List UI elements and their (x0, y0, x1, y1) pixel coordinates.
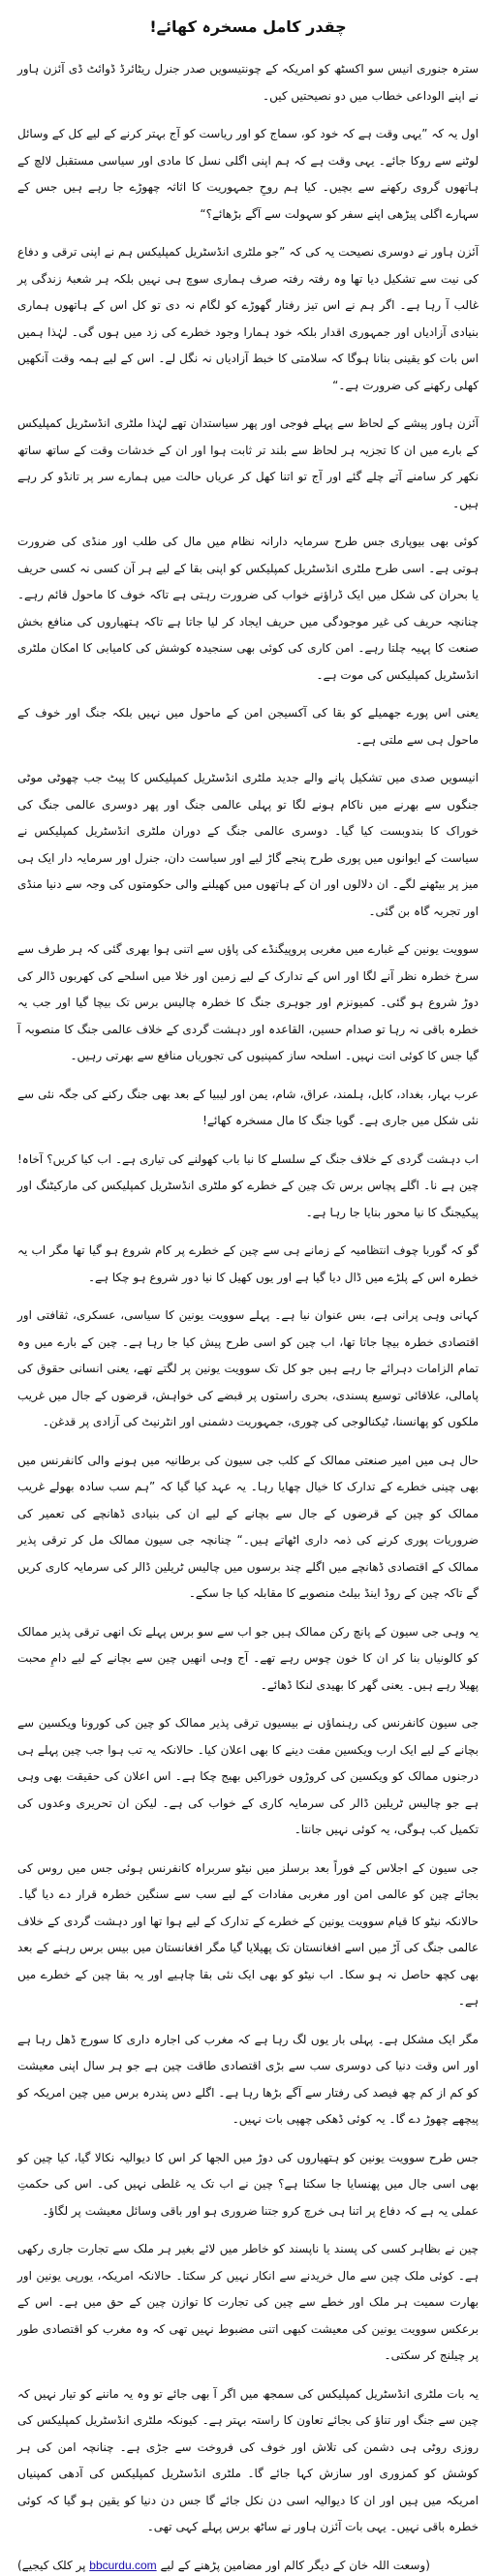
article-footer (17, 2555, 479, 2576)
body-paragraph: یعنی اس پورے جھمیلے کو بقا کی آکسیجن امن کے ماحول میں نہیں بلکہ جنگ اور خوف کے ماحول ہی سے ملتی ہے۔ (17, 706, 479, 747)
footer-suffix: پر کلک کیجیے) (17, 2558, 86, 2572)
body-paragraph: مگر ایک مشکل ہے۔ پہلی بار یوں لگ رہا ہے کہ مغرب کی اجارہ داری کا سورج ڈھل رہا ہے اور اس وقت دنیا کی دوسری سب سے بڑی اقتصادی طاقت چین ہے جو ہر سال اپنی معیشت کو کم از کم چھ فیصد کی رفتار سے آگے بڑھا رہا ہے۔ اگلے دس پندرہ برس میں چین امریکہ کو پیچھے چھوڑ دے گا۔ یہ کوئی ڈھکی چھپی بات نہیں۔ (17, 2032, 479, 2126)
body-paragraph: یہ بات ملٹری انڈسٹریل کمپلیکس کی سمجھ میں اگر آ بھی جائے تو وہ یہ ماننے کو تیار نہیں کہ چین سے جنگ اور تناؤ کی بجائے تعاون کا راستہ بہتر ہے۔ کیونکہ ملٹری انڈسٹریل کمپلیکس کی روزی روٹی ہی دشمن کی تلاش اور خوف کی فروخت سے جڑی ہے۔ چنانچہ امن کی ہر کوشش کو کمزوری اور سازش کہا جائے گا۔ ملٹری انڈسٹریل کمپلیکس کی آدھی کمپنیاں امریکہ میں ہیں اور ان کا دیوالیہ اسی دن نکل جائے گا جس دن دنیا کو یقین ہو گیا کہ کوئی خطرہ باقی نہیں۔ یہی بات آئزن ہاور نے ساٹھ برس پہلے کہی تھی۔ (17, 2386, 479, 2533)
body-paragraph: جی سیون کانفرنس کی رہنماؤں نے بیسیوں ترقی پذیر ممالک کو چین کی کورونا ویکسین سے بچانے کے لیے ایک ارب ویکسین مفت دینے کا بھی اعلان کیا۔ حالانکہ یہ تب ہوا جب چین پہلے ہی درجنوں ممالک کو ویکسین کی کروڑوں خوراکیں بھیج چکا ہے۔ اس اعلان کی حقیقت بھی وہی ہے جو چالیس ٹریلین ڈالر کی سرمایہ کاری کے خواب کی ہے۔ لیکن ان تحریری وعدوں کی تکمیل کب ہوگی، یہ کوئی نہیں جانتا۔ (17, 1716, 479, 1836)
body-paragraph: جس طرح سوویت یونین کو ہتھیاروں کی دوڑ میں الجھا کر اس کا دیوالیہ نکالا گیا، کیا چین کو بھی اسی جال میں پھنسایا جا سکتا ہے؟ چین نے اب تک یہ غلطی نہیں کی۔ اس کی حکمتِ عملی یہ ہے کہ دفاع پر اتنا ہی خرچ کرو جتنا ضروری ہو اور باقی وسائل معیشت پر لگاؤ۔ (17, 2150, 479, 2218)
body-paragraph: سترہ جنوری انیس سو اکسٹھ کو امریکہ کے چونتیسویں صدر جنرل ریٹائرڈ ڈوائٹ ڈی آئزن ہاور نے اپنے الوداعی خطاب میں دو نصیحتیں کیں۔ (17, 62, 479, 103)
bbcurdu-link[interactable]: bbcurdu.com (89, 2558, 157, 2572)
body-paragraph: گو کہ گوربا چوف انتظامیہ کے زمانے ہی سے چین کے خطرے پر کام شروع ہو گیا تھا مگر اب یہ خطرہ اس کے پلڑے میں ڈال دیا گیا ہے اور یوں کھیل کا نیا دور شروع ہو چکا ہے۔ (17, 1243, 479, 1284)
body-paragraph: اب دہشت گردی کے خلاف جنگ کے سلسلے کا نیا باب کھولنے کی تیاری ہے۔ اب کیا کریں؟ آخاہ! چین ہے نا۔ اگلے پچاس برس تک چین کے خطرے کو ملٹری انڈسٹریل کمپلیکس کی مارکیٹنگ اور پیکیجنگ کا نیا محور بنایا جا رہا ہے۔ (17, 1151, 479, 1219)
body-paragraph: انیسویں صدی میں تشکیل پانے والے جدید ملٹری انڈسٹریل کمپلیکس کا پیٹ جب چھوٹی موٹی جنگوں سے بھرنے میں ناکام ہونے لگا تو پہلی عالمی جنگ اور پھر دوسری عالمی جنگ کی خوراک کا بندوبست کیا گیا۔ دوسری عالمی جنگ کے دوران ملٹری انڈسٹریل کمپلیکس نے سیاست کے ایوانوں میں پوری طرح پنجے گاڑ لیے اور سیاست دان، جنرل اور سرمایہ دار ایک ہی میز پر بیٹھنے لگے۔ ان دلالوں اور ان کے ہاتھوں میں کھیلنے والی حکومتوں کی وجہ سے دنیا منڈی اور تجربہ گاہ بن گئی۔ (17, 771, 479, 918)
body-paragraph: یہ وہی جی سیون کے پانچ رکن ممالک ہیں جو اب سے سو برس پہلے تک انھی ترقی پذیر ممالک کو کالونیاں بنا کر ان کا خون چوس رہے تھے۔ آج وہی انھیں چین سے بچانے کے لیے دامِ محبت پھیلا رہے ہیں۔ یعنی گھر کا بھیدی لنکا ڈھائے۔ (17, 1624, 480, 1692)
article-title: چقدر کامل مسخرہ کھائے! (149, 17, 347, 36)
body-paragraph: کہانی وہی پرانی ہے، بس عنوان نیا ہے۔ پہلے سوویت یونین کا سیاسی، عسکری، ثقافتی اور اقتصادی خطرہ بیچا جاتا تھا، اب چین کو اسی طرح پیش کیا جا رہا ہے۔ چین کے بارے میں وہ تمام الزامات دہرائے جا رہے ہیں جو کل تک سوویت یونین پر لگتے تھے، یعنی انسانی حقوق کی پامالی، علاقائی توسیع پسندی، بحری راستوں پر قبضے کی خواہش، قرضوں کے جال میں غریب ملکوں کو پھانسنا، ٹیکنالوجی کی چوری، جمہوریت دشمنی اور انٹرنیٹ کی آزادی پر قدغن۔ (17, 1308, 479, 1428)
body-paragraph: کوئی بھی بیوپاری جس طرح سرمایہ دارانہ نظام میں مال کی طلب اور منڈی کی ضرورت ہوتی ہے۔ اسی طرح ملٹری انڈسٹریل کمپلیکس کو اپنی بقا کے لیے ہر آن کسی نہ کسی حریف یا بحران کی شکل میں ایک ڈراؤنے خواب کی ضرورت رہتی ہے تاکہ خوف کا ماحول قائم رہے۔ چنانچہ حریف کی غیر موجودگی میں حریف ایجاد کر لیا جاتا ہے تاکہ ہتھیاروں کی منافع بخش صنعت کا پہیہ چلتا رہے۔ امن کاری کی کوئی بھی سنجیدہ کوشش کی کامیابی کا امکان ملٹری انڈسٹریل کمپلیکس کی موت ہے۔ (17, 535, 479, 682)
body-paragraph: عرب بہار، بغداد، کابل، ہلمند، عراق، شام، یمن اور لیبیا کے بعد بھی جنگ رکنے کی جگہ نئی سے نئی شکل میں جاری ہے۔ گویا جنگ کا مال مسخرہ کھائے! (17, 1087, 479, 1127)
article-body (17, 56, 479, 2541)
body-paragraph: حال ہی میں امیر صنعتی ممالک کے کلب جی سیون کی برطانیہ میں ہونے والی کانفرنس میں بھی چینی خطرے کے تدارک کا خیال چھایا رہا۔ یہ عہد کیا گیا کہ ”ہم سب سادہ بھولے غریب ممالک کو چین کے قرضوں کے جال سے بچانے کے لیے ان کی بنیادی ڈھانچے کی تعمیر کی ضروریات پوری کرنے کی ذمہ داری اٹھاتے ہیں۔“ چنانچہ جی سیون ممالک مل کر ترقی پذیر ممالک کے اقتصادی ڈھانچے میں اگلے چند برسوں میں چالیس ٹریلین ڈالر کی سرمایہ کاری کریں گے تاکہ چین کے روڈ اینڈ بیلٹ منصوبے کا مقابلہ کیا جا سکے۔ (17, 1453, 479, 1600)
body-paragraph: اول یہ کہ ”یہی وقت ہے کہ خود کو، سماج کو اور ریاست کو آج بہتر کرنے کے لیے کل کے وسائل لوٹنے سے روکا جائے۔ یہی وقت ہے کہ ہم اپنی اگلی نسل کا مادی اور سیاسی مستقبل لالچ کے ہاتھوں گروی رکھنے سے بچیں۔ کیا ہم روحِ جمہوریت کا اثاثہ چھوڑے جا رہے ہیں جس کے سہارے اگلی پیڑھی اپنے سفر کو سہولت سے آگے بڑھائے؟“ (17, 127, 479, 221)
footer-text: (وسعت اللہ خان کے دیگر کالم اور مضامین پڑھنے کے لیے (160, 2558, 430, 2572)
body-paragraph: چین نے بظاہر کسی کی پسند یا ناپسند کو خاطر میں لائے بغیر ہر ملک سے تجارت جاری رکھی ہے۔ کوئی ملک چین سے مال خریدنے سے انکار نہیں کر سکتا۔ حالانکہ امریکہ، یورپی یونین اور بھارت سمیت ہر ملک اور خطے سے چین کی تجارت کا توازن چین کے حق میں ہے۔ اس کے برعکس سوویت یونین کی معیشت کبھی اتنی مضبوط نہیں تھی کہ وہ مغرب کو اقتصادی طور پر چیلنج کر سکتی۔ (17, 2242, 479, 2362)
body-paragraph: آئزن ہاور پیشے کے لحاظ سے پہلے فوجی اور پھر سیاستدان تھے لہٰذا ملٹری انڈسٹریل کمپلیکس کے بارے میں ان کا تجزیہ ہر لحاظ سے بلند تر ثابت ہوا اور ان کے خدشات وقت کے ساتھ ساتھ نکھر کر سامنے آتے چلے گئے اور آج تو اتنا کھل کر عریاں حالت میں ہمارے سر پر تانڈو کر رہے ہیں۔ (17, 416, 479, 510)
body-paragraph: سوویت یونین کے غبارے میں مغربی پروپیگنڈے کی پاؤں سے اتنی ہوا بھری گئی کہ ہر طرف سے سرخ خطرہ نظر آنے لگا اور اس کے تدارک کے لیے زمین اور خلا میں اسلحے کی کھربوں ڈالر کی دوڑ شروع ہو گئی۔ کمیونزم اور جوہری جنگ کا خطرہ چالیس برس تک بیچا گیا اور جب یہ خطرہ باقی نہ رہا تو صدام حسین، القاعدہ اور دہشت گردی کے خلاف عالمی جنگ کا منصوبہ آ گیا جس کا کوئی انت نہیں۔ اسلحہ ساز کمپنیوں کی تجوریاں منافع سے بھرتی رہیں۔ (17, 942, 479, 1062)
body-paragraph: جی سیون کے اجلاس کے فوراً بعد برسلز میں نیٹو سربراہ کانفرنس ہوئی جس میں روس کی بجائے چین کو عالمی امن اور مغربی مفادات کے لیے سب سے سنگین خطرہ قرار دے دیا گیا۔ حالانکہ نیٹو کا قیام سوویت یونین کے خطرے کے تدارک کے لیے ہوا تھا اور دہشت گردی کے خلاف عالمی جنگ کی آڑ میں اسے افغانستان تک پھیلایا گیا مگر افغانستان میں بیس برس رہنے کے بعد بھی کچھ حاصل نہ ہو سکا۔ اب نیٹو کو بھی ایک نئی بقا چاہیے اور یہ بقا چین کے خطرے میں ہے۔ (17, 1860, 479, 2008)
body-paragraph: آئزن ہاور نے دوسری نصیحت یہ کی کہ ”جو ملٹری انڈسٹریل کمپلیکس ہم نے اپنی ترقی و دفاع کی نیت سے تشکیل دیا تھا وہ رفتہ رفتہ صرف ہماری سوچ ہی نہیں بلکہ ہر شعبۂ زندگی پر غالب آ رہا ہے۔ اگر ہم نے اس تیز رفتار گھوڑے کو لگام نہ دی تو کل اس کے ہاتھوں ہماری بنیادی آزادیاں اور جمہوری اقدار بلکہ خود ہمارا وجود خطرے کی زد میں ہوں گی۔ لہٰذا ہمیں اس بات کو یقینی بنانا ہوگا کہ سلامتی کا خبط آزادیاں نہ نگل لے۔ اس کے لیے ہمہ وقت آنکھیں کھلی رکھنے کی ضرورت ہے۔“ (17, 245, 479, 392)
